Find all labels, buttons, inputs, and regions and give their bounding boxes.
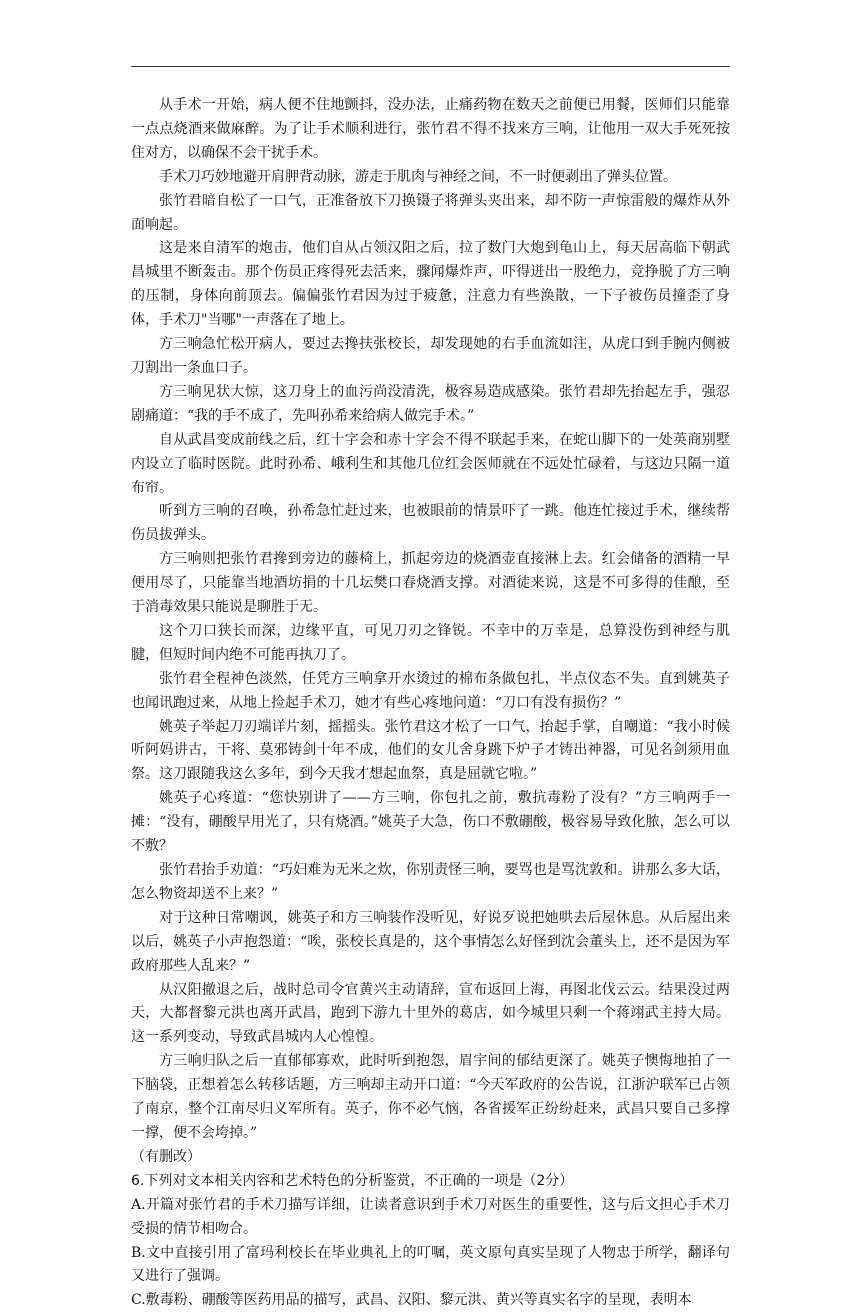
paragraph: 听到方三响的召唤，孙希急忙赶过来，也被眼前的情景吓了一跳。他连忙接过手术，继续帮伤员拔弹头。 — [131, 503, 730, 544]
paragraph: 这是来自清军的炮击，他们自从占领汉阳之后，拉了数门大炮到龟山上，每天居高临下朝武昌城里不断轰击。那个伤员正疼得死去活来，骤闻爆炸声，吓得迸出一股绝力，竞挣脱了方三响的压制，身体向前顶去。偏偏张竹君因为过于疲惫，注意力有些涣散，一下子被伤员撞歪了身体，手术刀"当哪"一声落在了地上。 — [131, 240, 730, 329]
paragraph: 张竹君抬手劝道：“巧妇难为无米之炊，你别责怪三响，要骂也是骂沈敦和。讲那么多大话，怎么物资却送不上来？” — [131, 862, 730, 902]
option-b: B.文中直接引用了富玛利校长在毕业典礼上的叮嘱，英文原句真实呈现了人物忠于所学，翻译句又进行了强调。 — [131, 1244, 730, 1285]
paragraph: 方三响见状大惊，这刀身上的血污尚没清洗，极容易造成感染。张竹君却先抬起左手，强忍剧痛道：“我的手不成了，先叫孙希来给病人做完手术。” — [131, 383, 730, 424]
paragraph: 张竹君全程神色淡然，任凭方三响拿开水烫过的棉布条做包扎，半点仪态不失。直到姚英子也闻讯跑过来，从地上捡起手术刀，她才有些心疼地问道：“刀口有没有损伤？” — [131, 670, 730, 711]
header-rule — [131, 66, 730, 67]
paragraph: 手术刀巧妙地避开肩胛背动脉，游走于肌肉与神经之间，不一时便剥出了弹头位置。 — [159, 168, 677, 185]
paragraph: 姚英子举起刀刃端详片刻，摇摇头。张竹君这才松了一口气，抬起手掌，自嘲道：“我小时候听阿妈讲古，干将、莫邪铸剑十年不成，他们的女儿舍身跳下炉子才铸出神器，可见名剑须用血祭。这刀跟随我这么多年，到今天我才想起血祭，真是屈就它啦。” — [131, 718, 730, 783]
option-c: C.敷毒粉、硼酸等医药用品的描写，武昌、汉阳、黎元洪、黄兴等真实名字的呈现，表明本 — [131, 1292, 692, 1309]
article-body — [131, 94, 730, 1313]
abridged-note: （有删改） — [131, 1148, 201, 1165]
paragraph: 姚英子心疼道：“您快别讲了——方三响，你包扎之前，敷抗毒粉了没有？”方三响两手一摊：“没有，硼酸早用光了，只有烧酒。”姚英子大急，伤口不敷硼酸，极容易导致化脓，怎么可以不敷？ — [131, 790, 730, 855]
paragraph: 方三响则把张竹君搀到旁边的藤椅上，抓起旁边的烧酒壶直接淋上去。红会储备的酒精一早便用尽了，只能靠当地酒坊捐的十几坛樊口春烧酒支撑。对酒徒来说，这是不可多得的佳酿，至于消毒效果只能说是聊胜于无。 — [131, 551, 730, 616]
paragraph: 从汉阳撤退之后，战时总司令官黄兴主动请辞，宣布返回上海，再图北伐云云。结果没过两天，大都督黎元洪也离开武昌，跑到下游九十里外的葛店，如今城里只剩一个蒋翊武主持大局。这一系列变动，导致武昌城内人心惶惶。 — [131, 981, 730, 1046]
paragraph: 方三响急忙松开病人，要过去搀扶张校长，却发现她的右手血流如注，从虎口到手腕内侧被刀割出一条血口子。 — [131, 336, 730, 376]
paragraph: 对于这种日常嘲讽，姚英子和方三响装作没听见，好说歹说把她哄去后屋休息。从后屋出来以后，姚英子小声抱怨道：“唉，张校长真是的，这个事情怎么好怪到沈会董头上，还不是因为军政府那些人乱来？” — [131, 909, 730, 974]
paragraph: 自从武昌变成前线之后，红十字会和赤十字会不得不联起手来，在蛇山脚下的一处英商别墅内设立了临时医院。此时孙希、峨利生和其他几位红会医师就在不远处忙碌着，与这边只隔一道布帘。 — [131, 431, 730, 496]
question-block — [131, 1170, 730, 1313]
paragraph: 方三响归队之后一直郁郁寡欢，此时听到抱怨，眉宇间的郁结更深了。姚英子懊悔地拍了一下脑袋，正想着怎么转移话题，方三响却主动开口道：“今天军政府的公告说，江浙沪联军已占领了南京，整个江南尽归义军所有。英子，你不必气恼，各省援军正纷纷赶来，武昌只要自己多撑一撑，便不会垮掉。” — [131, 1053, 730, 1141]
paragraph: 这个刀口狭长而深，边缘平直，可见刀刃之锋锐。不幸中的万幸是，总算没伤到神经与肌腱，但短时间内绝不可能再执刀了。 — [131, 622, 730, 663]
paragraph: 张竹君暗自松了一口气，正准备放下刀换镊子将弹头夹出来，却不防一声惊雷般的爆炸从外面响起。 — [131, 192, 730, 233]
option-a: A.开篇对张竹君的手术刀描写详细，让读者意识到手术刀对医生的重要性，这与后文担心手术刀受损的情节相吻合。 — [131, 1196, 730, 1237]
paragraph: 从手术一开始，病人便不住地颤抖，没办法，止痛药物在数天之前便已用餐，医师们只能靠一点点烧酒来做麻醉。为了让手术顺利进行，张竹君不得不找来方三响，让他用一双大手死死按住对方，以确保不会干扰手术。 — [131, 97, 730, 161]
question-stem: 6.下列对文本相关内容和艺术特色的分析鉴赏，不正确的一项是（2分） — [131, 1172, 574, 1189]
